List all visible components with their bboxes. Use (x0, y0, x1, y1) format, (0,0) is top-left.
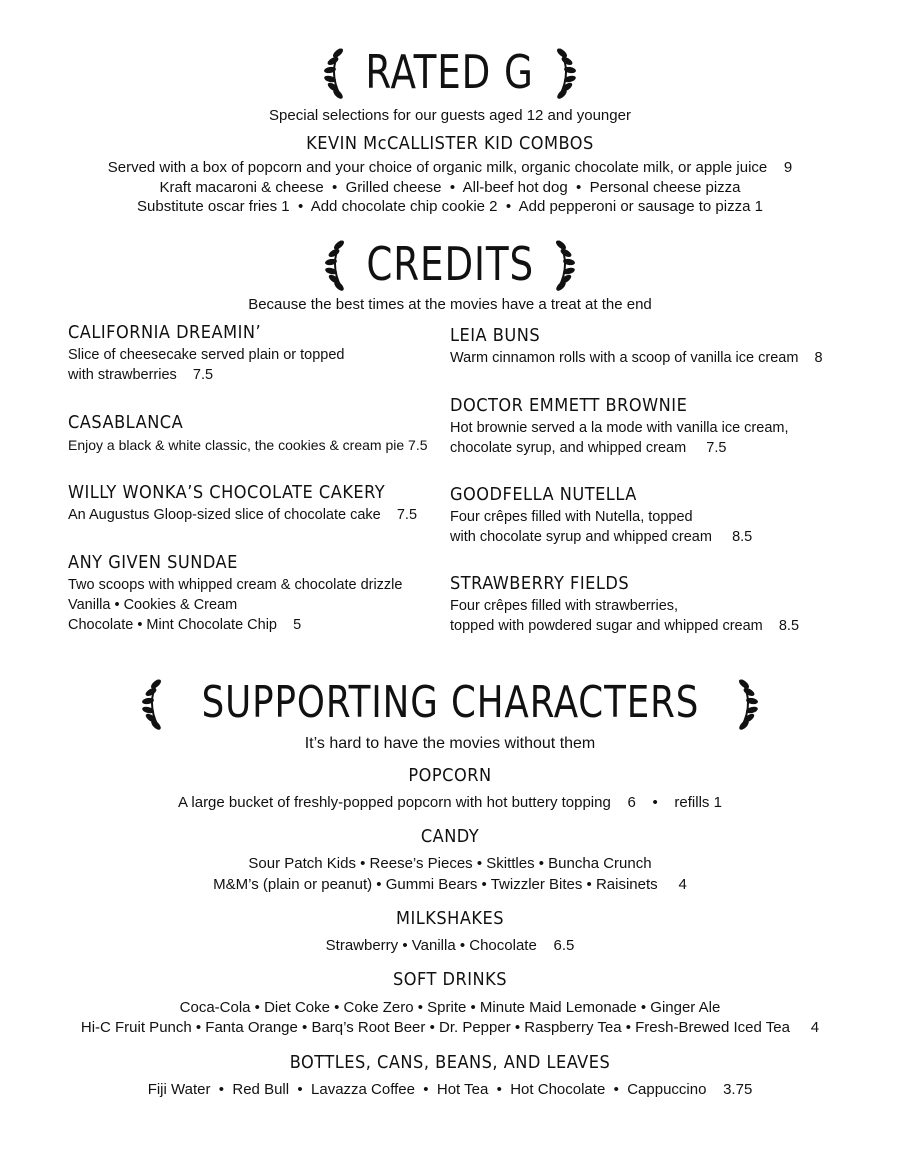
kid-combos-line: Substitute oscar fries 1 • Add chocolate chip cookie 2 • Add pepperoni or sausage to pizza 1 (137, 198, 763, 215)
laurel-left-icon (323, 237, 347, 291)
menu-item-desc: Enjoy a black & white classic, the cookies & cream pie 7.5 (68, 437, 428, 453)
menu-item-desc: Four crêpes filled with strawberries, (450, 598, 679, 614)
menu-item (68, 411, 428, 455)
candy-line: M&M’s (plain or peanut) • Gummi Bears • Twizzler Bites • Raisinets 4 (213, 876, 687, 893)
menu-item-desc: Two scoops with whipped cream & chocolate drizzle (68, 577, 403, 593)
menu-item-desc: Slice of cheesecake served plain or topped (68, 347, 345, 363)
soft-drinks-line: Hi-C Fruit Punch • Fanta Orange • Barq’s Root Beer • Dr. Pepper • Raspberry Tea • Fresh-Brewed Iced Tea 4 (80, 1019, 820, 1036)
kid-combos-line: Kraft macaroni & cheese • Grilled cheese • All-beef hot dog • Personal cheese pizza (159, 179, 741, 196)
menu-item (68, 481, 417, 525)
credits-subtitle: Because the best times at the movies have a treat at the end (248, 296, 652, 313)
laurel-right-icon (554, 45, 578, 99)
menu-item-desc: Warm cinnamon rolls with a scoop of vanilla ice cream 8 (450, 350, 823, 366)
menu-item (450, 483, 752, 547)
soft-drinks-heading: SOFT DRINKS (392, 969, 508, 990)
menu-item (68, 551, 402, 635)
menu-item-name: ANY GIVEN SUNDAE (68, 552, 238, 573)
laurel-left-icon (140, 676, 164, 730)
menu-item-name: GOODFELLA NUTELLA (450, 484, 637, 505)
menu-item-name: WILLY WONKA’S CHOCOLATE CAKERY (68, 482, 386, 503)
menu-item-name: CALIFORNIA DREAMIN’ (68, 322, 262, 343)
laurel-right-icon (553, 237, 577, 291)
menu-item-desc: Four crêpes filled with Nutella, topped (450, 509, 693, 525)
supporting-title: SUPPORTING CHARACTERS (201, 677, 699, 728)
menu-item-desc: topped with powdered sugar and whipped cream 8.5 (450, 618, 800, 634)
bottles-line: Fiji Water • Red Bull • Lavazza Coffee • Hot Tea • Hot Chocolate • Cappuccino 3.75 (147, 1081, 753, 1098)
menu-item-desc: Vanilla • Cookies & Cream (68, 597, 238, 613)
menu-item-name: STRAWBERRY FIELDS (450, 573, 630, 594)
candy-heading: CANDY (420, 826, 480, 847)
menu-item-name: DOCTOR EMMETT BROWNIE (450, 395, 688, 416)
menu-item-name: LEIA BUNS (450, 325, 541, 346)
supporting-heading (0, 674, 900, 732)
kid-combos-line: Served with a box of popcorn and your choice of organic milk, organic chocolate milk, or apple juice 9 (107, 159, 793, 176)
milkshakes-heading: MILKSHAKES (395, 908, 505, 929)
menu-item-desc: Hot brownie served a la mode with vanilla ice cream, (450, 420, 789, 436)
milkshakes-line: Strawberry • Vanilla • Chocolate 6.5 (325, 937, 575, 954)
menu-item (450, 394, 788, 458)
laurel-left-icon (322, 45, 346, 99)
menu-item (450, 324, 823, 368)
menu-item-desc: with chocolate syrup and whipped cream 8.5 (450, 529, 753, 545)
popcorn-line: A large bucket of freshly-popped popcorn with hot buttery topping 6 • refills 1 (178, 794, 722, 811)
kid-combos-heading: KEVIN McCALLISTER KID COMBOS (306, 133, 594, 154)
soft-drinks-line: Coca-Cola • Diet Coke • Coke Zero • Sprite • Minute Maid Lemonade • Ginger Ale (179, 999, 721, 1016)
credits-heading (0, 236, 900, 292)
rated-g-title: RATED G (365, 45, 535, 99)
menu-item (68, 321, 344, 385)
rated-g-heading (0, 44, 900, 100)
menu-item-desc: Chocolate • Mint Chocolate Chip 5 (68, 617, 302, 633)
supporting-subtitle: It’s hard to have the movies without them (304, 735, 596, 752)
menu-item-desc: chocolate syrup, and whipped cream 7.5 (450, 440, 727, 456)
menu-item (450, 572, 799, 636)
candy-line: Sour Patch Kids • Reese’s Pieces • Skittles • Buncha Crunch (248, 855, 652, 872)
menu-item-desc: with strawberries 7.5 (68, 367, 214, 383)
menu-item-desc: An Augustus Gloop-sized slice of chocolate cake 7.5 (68, 507, 418, 523)
popcorn-heading: POPCORN (408, 765, 492, 786)
menu-item-name: CASABLANCA (68, 412, 184, 433)
bottles-heading: BOTTLES, CANS, BEANS, AND LEAVES (289, 1052, 611, 1073)
rated-g-subtitle: Special selections for our guests aged 12 and younger (269, 107, 631, 124)
laurel-right-icon (736, 676, 760, 730)
credits-title: CREDITS (366, 237, 534, 291)
